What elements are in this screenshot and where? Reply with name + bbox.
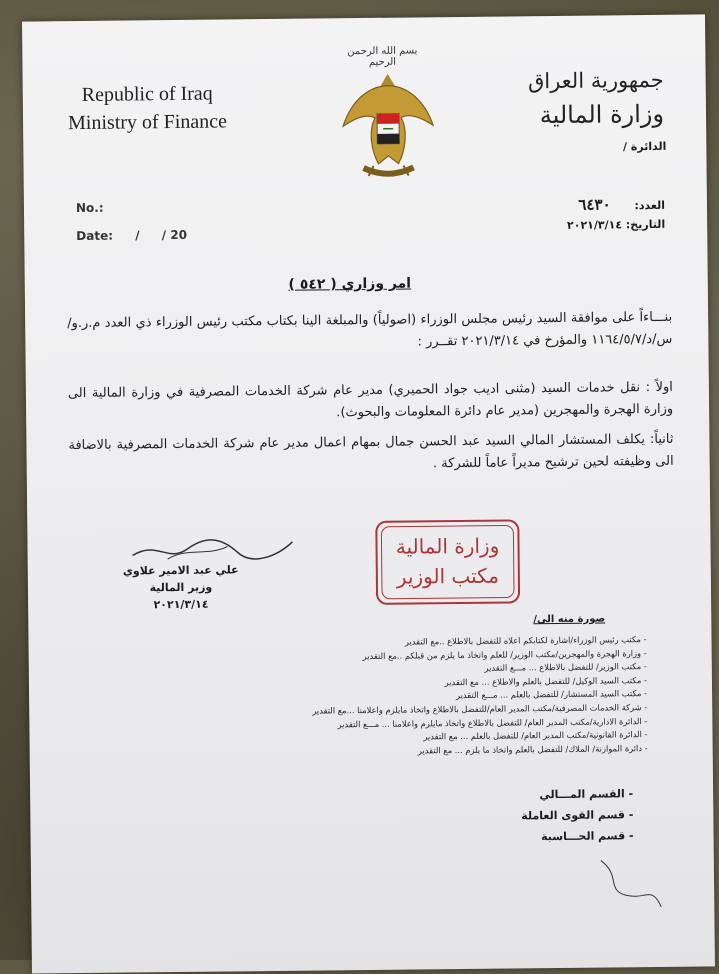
list-item: - مكتب السيد الوكيل/ للتفضل بالعلم والاطلاع ... مع التقدير — [287, 674, 647, 691]
signature-date: ٢٠٢١/٣/١٤ — [153, 597, 209, 612]
office-stamp — [372, 516, 523, 608]
list-item: - القسم المـــالي — [521, 783, 633, 805]
date-label-en: Date: — [76, 228, 114, 244]
order-preamble: بنـــاءاً على موافقة السيد رئيس مجلس الوزراء (اصولياً) والمبلغة الينا بكتاب مكتب رئيس الوزراء ذي العدد م.ر.و/س/د/١١٦٤/٥/٧ والمؤرخ في ٢٠٢١/٣/١٤ تقــرر : — [67, 309, 673, 350]
date-separator: / — [135, 228, 140, 243]
order-clause-first: اولاً : نقل خدمات السيد (مثنى اديب جواد الحميري) مدير عام شركة الخدمات المصرفية في وزارة المالية الى وزارة الهجرة والمهجرين (مدير عام دائرة المعلومات والبحوث). — [67, 379, 674, 421]
date-field-en — [76, 228, 187, 243]
stamp-ministry-text: وزارة المالية — [395, 533, 500, 559]
signatory-name: علي عبد الامير علاوي — [122, 563, 239, 578]
list-item: - مكتب الوزير/ للتفضل بالاطلاع ... مـــع التقدير — [287, 660, 647, 677]
copies-list — [286, 633, 647, 759]
document-page — [22, 14, 715, 973]
number-label-ar: العدد: — [634, 198, 666, 213]
list-item: - دائرة الموازنة/ الملاك/ للتفضل بالعلم واتخاذ ما يلزم ... مع التقدير — [288, 742, 648, 759]
country-name-ar: جمهورية العراق — [527, 67, 664, 94]
number-label-en: No.: — [75, 200, 104, 216]
iraq-eagle-emblem-icon — [332, 55, 443, 186]
english-letterhead — [68, 79, 227, 137]
date-year: / 20 — [161, 227, 188, 243]
stamp-office-text: مكتب الوزير — [396, 563, 499, 589]
list-item: - وزارة الهجرة والمهجرين/مكتب الوزير/ للعلم واتخاذ ما يلزم من قبلكم ..مع التقدير — [287, 647, 647, 664]
list-item: - شركة الخدمات المصرفية/مكتب المدير العام/للتفضل بالاطلاع واتخاذ مايلزم واعلامنا ...مع التقدير — [287, 701, 647, 718]
signatory-title: وزير المالية — [149, 580, 213, 595]
list-item: - قسم القوى العاملة — [521, 804, 633, 826]
country-name-en: Republic of Iraq — [81, 82, 213, 106]
order-clause-second: ثانياً: يكلف المستشار المالي السيد عبد الحسن جمال بمهام اعمال مدير عام شركة الخدمات المصرفية بالاضافة الى وظيفته لحين ترشيح مديراً عاماً للشركة . — [68, 431, 674, 472]
list-item: - مكتب رئيس الوزراء/اشارة لكتابكم اعلاه للتفضل بالاطلاع ..مع التقدير — [286, 633, 646, 650]
list-item: - مكتب السيد المستشار/ للتفضل بالعلم ... مـــع التقدير — [287, 687, 647, 704]
ministry-name-en: Ministry of Finance — [67, 110, 228, 135]
basmala-text: بسم الله الرحمن الرحيم — [347, 45, 418, 68]
signatory-block — [123, 561, 239, 613]
department-label-ar: الدائرة / — [622, 139, 667, 154]
date-field-ar — [567, 218, 665, 232]
list-item: - الدائرة الادارية/مكتب المدير العام/ للتفضل بالاطلاع واتخاذ مايلزم واعلامنا ... مـــع التقدير — [287, 715, 647, 732]
handwritten-mark-icon — [591, 855, 672, 916]
list-item: - قسم الحـــاسبة — [521, 825, 633, 847]
list-item: - الدائرة القانونية/مكتب المدير العام/ للتفضل بالعلم ... مع التقدير — [287, 728, 647, 745]
number-field-ar — [578, 195, 665, 214]
date-value-ar: ٢٠٢١/٣/١٤ — [566, 218, 623, 232]
number-value-ar: ٦٤٣٠ — [578, 195, 611, 214]
department-copies-list — [521, 783, 634, 847]
ministry-name-ar: وزارة المالية — [539, 99, 665, 130]
arabic-letterhead — [528, 63, 664, 132]
copies-title: صورة منه الى/ — [533, 613, 606, 626]
date-label-ar: التاريخ: — [625, 217, 666, 232]
order-title: امر وزاري ( ٥٤٢ ) — [288, 275, 412, 293]
